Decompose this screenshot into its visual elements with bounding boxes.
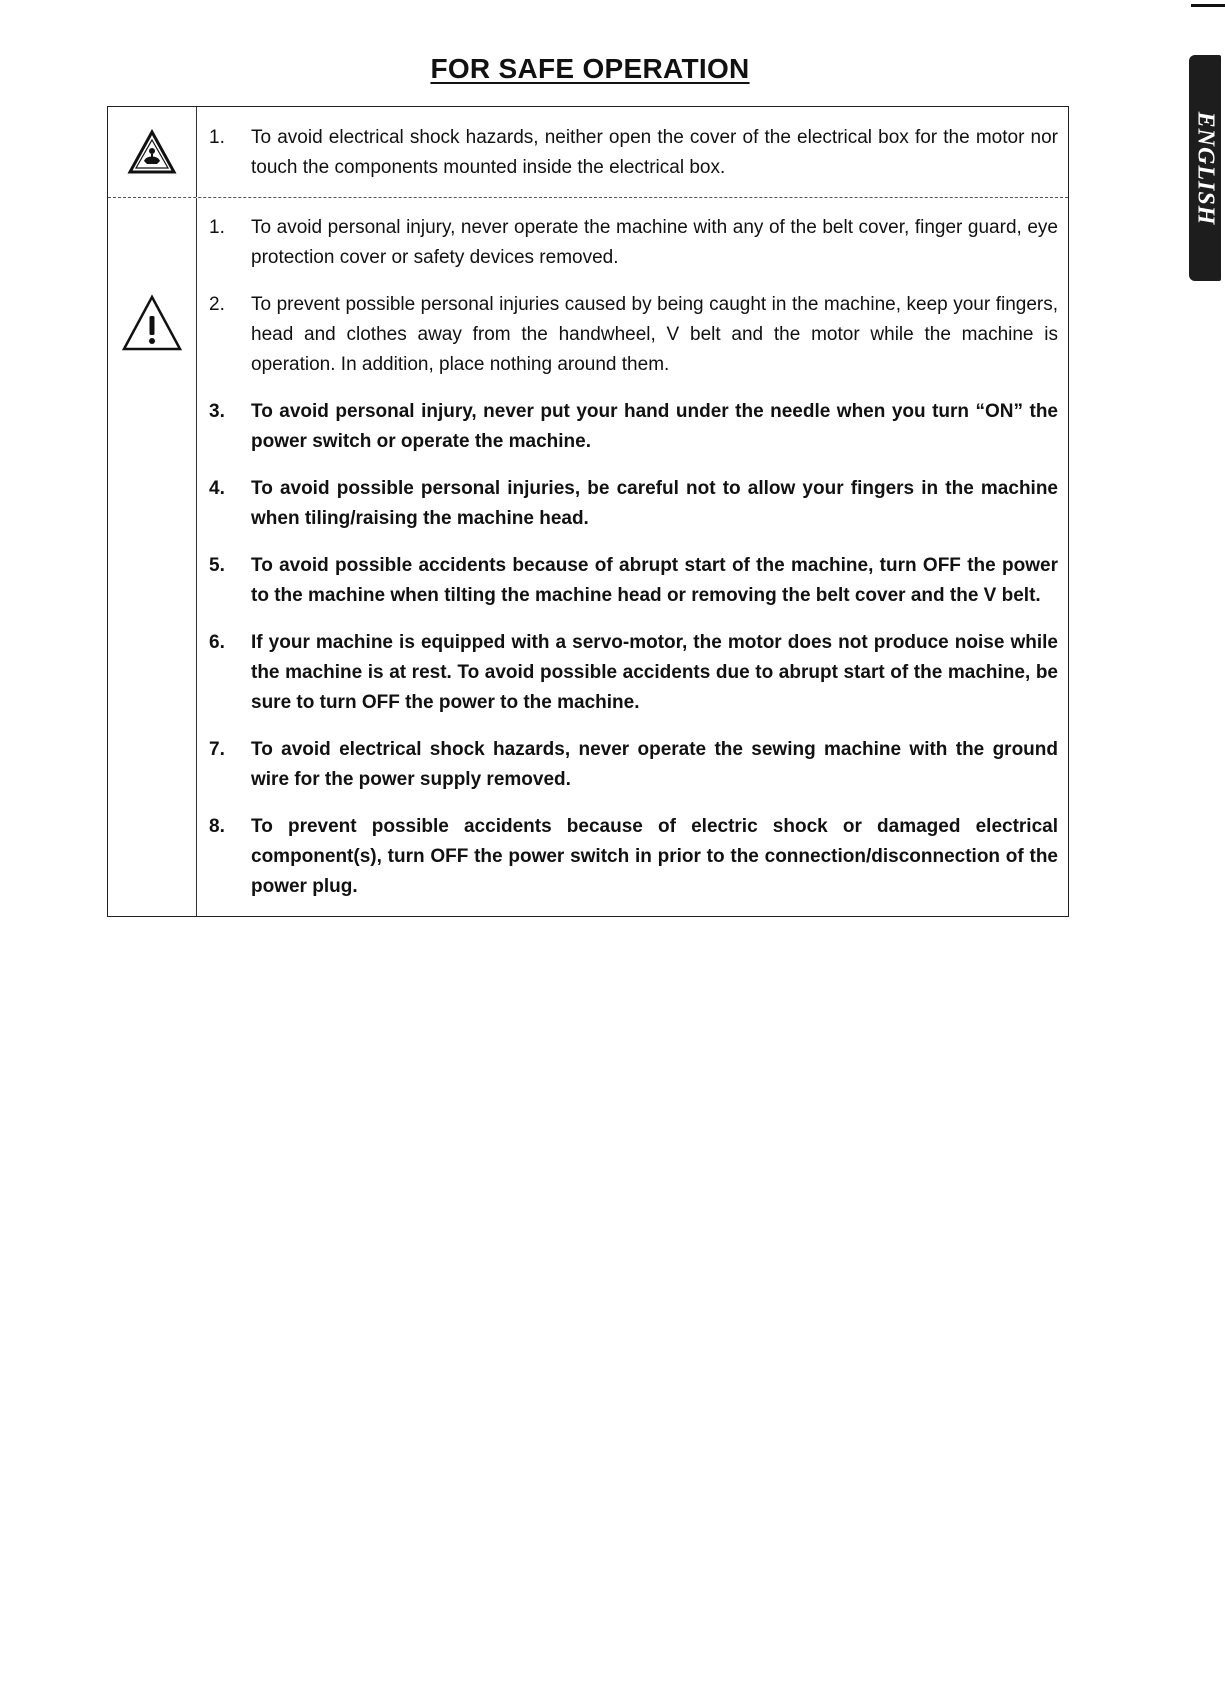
item-number: 7. (209, 739, 225, 760)
item-text: To prevent possible personal injuries caused by being caught in the machine, keep your fingers, head and clothes away from the handwheel, V belt and the motor while the machine is operation. In addition, place nothing around them. (251, 294, 1058, 375)
caution-icon-cell (108, 198, 197, 916)
item-text: To avoid electrical shock hazards, never operate the sewing machine with the ground wire for the power supply removed. (251, 739, 1058, 790)
item-number: 2. (209, 294, 225, 315)
list-item (209, 735, 1058, 795)
list-item (209, 628, 1058, 718)
list-item (209, 397, 1058, 457)
item-text: To avoid personal injury, never operate the machine with any of the belt cover, finger guard, eye protection cover or safety devices removed. (251, 217, 1058, 268)
caution-section (108, 197, 1068, 916)
electric-shock-warning-icon (127, 129, 177, 175)
item-number: 4. (209, 478, 225, 499)
item-text: To avoid possible personal injuries, be careful not to allow your fingers in the machine when tiling/raising the machine head. (251, 478, 1058, 529)
safety-instructions-table (107, 106, 1069, 917)
item-text: To avoid possible accidents because of abrupt start of the machine, turn OFF the power to the machine when tilting the machine head or removing the belt cover and the V belt. (251, 555, 1058, 606)
item-number: 5. (209, 555, 225, 576)
item-number: 3. (209, 401, 225, 422)
electrical-hazard-icon-cell (108, 107, 197, 197)
item-text: To prevent possible accidents because of electric shock or damaged electrical component(s), turn OFF the power switch in prior to the connection/disconnection of the power plug. (251, 816, 1058, 897)
electrical-hazard-items (197, 107, 1068, 197)
language-tab-label: ENGLISH (1192, 111, 1219, 225)
item-number: 1. (209, 217, 225, 238)
item-number: 8. (209, 816, 225, 837)
list-item (209, 474, 1058, 534)
caution-warning-icon (121, 294, 183, 352)
caution-items (197, 198, 1068, 916)
page-title: FOR SAFE OPERATION (430, 53, 750, 84)
item-text: If your machine is equipped with a servo-motor, the motor does not produce noise while the machine is at rest. To avoid possible accidents due to abrupt start of the machine, be sure to turn OFF the power to the machine. (251, 632, 1058, 713)
list-item (209, 551, 1058, 611)
list-item (209, 213, 1058, 273)
item-number: 1. (209, 127, 225, 148)
list-item (209, 123, 1058, 183)
list-item (209, 290, 1058, 380)
page-corner-mark (1191, 4, 1225, 7)
item-number: 6. (209, 632, 225, 653)
item-text: To avoid personal injury, never put your hand under the needle when you turn “ON” the power switch or operate the machine. (251, 401, 1058, 452)
item-text: To avoid electrical shock hazards, neither open the cover of the electrical box for the motor nor touch the components mounted inside the electrical box. (251, 127, 1058, 178)
list-item (209, 812, 1058, 902)
electrical-hazard-section (108, 107, 1068, 197)
language-tab (1189, 55, 1221, 281)
